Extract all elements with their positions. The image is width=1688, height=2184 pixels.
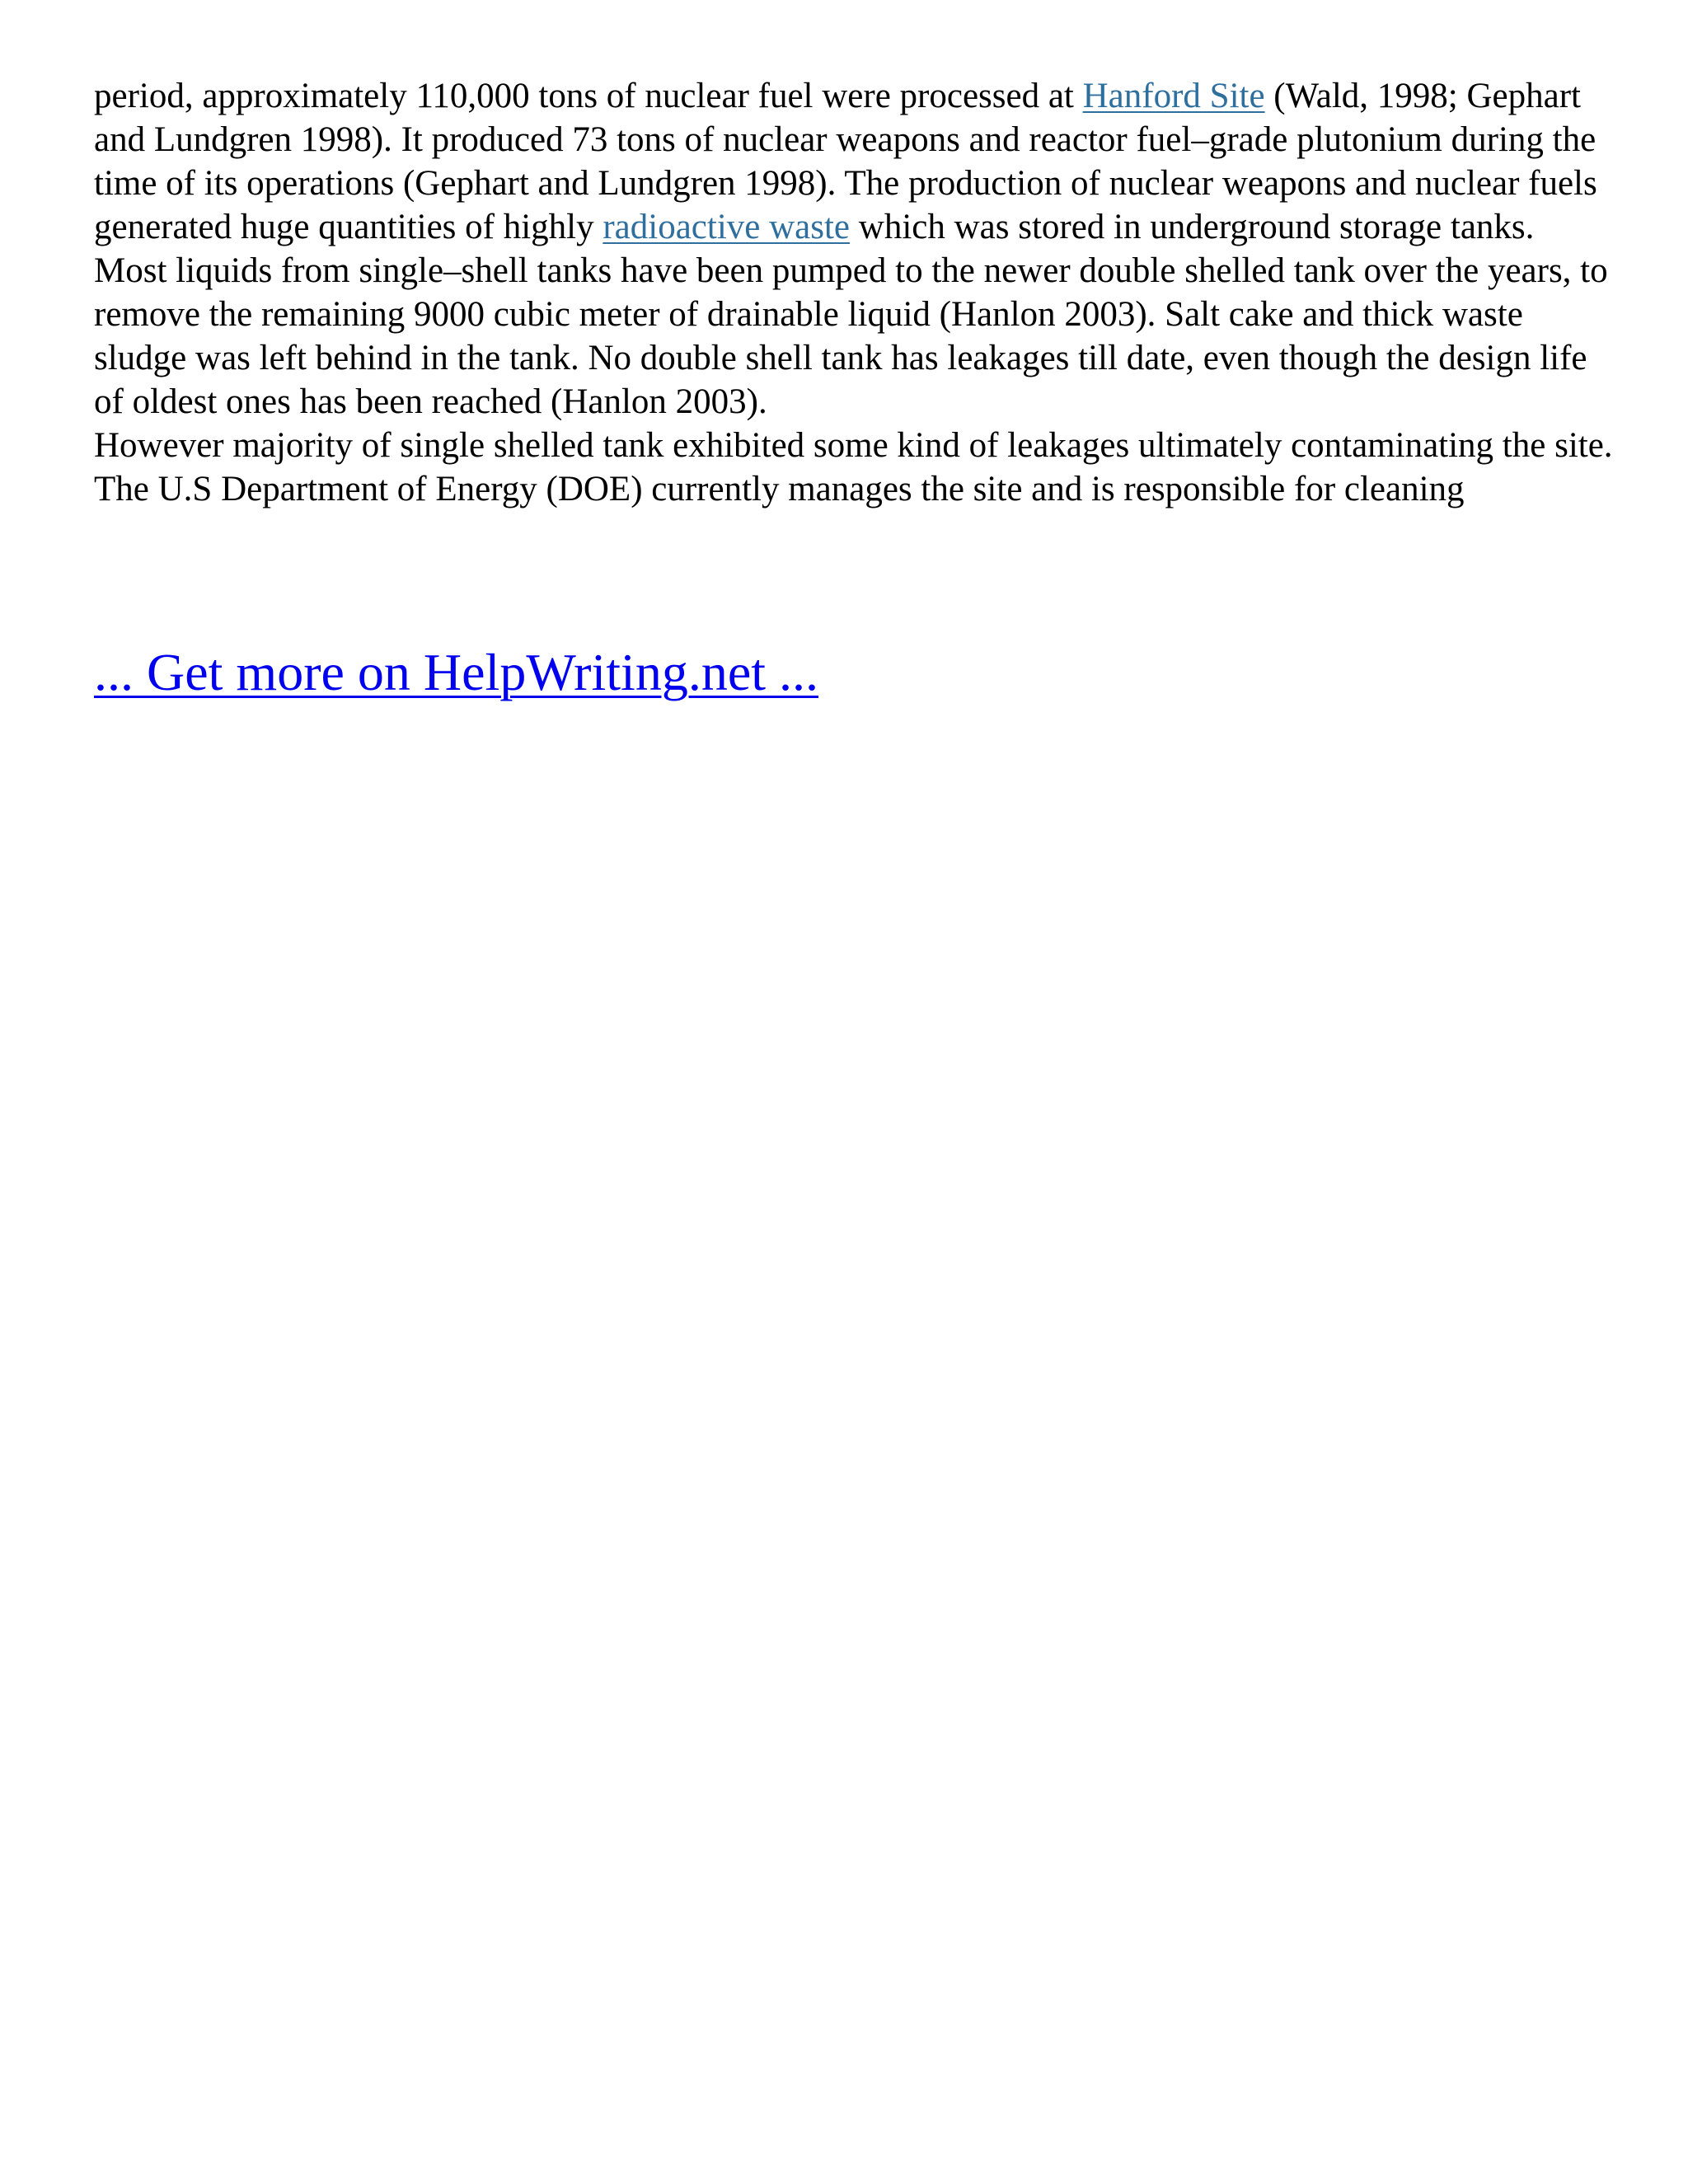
radioactive-waste-link[interactable]: radioactive waste (603, 208, 851, 246)
article-body (94, 74, 1619, 511)
paragraph-2: Most liquids from single–shell tanks have been pumped to the newer double shelled tank over the years, to remove the remaining 9000 cubic meter of drainable liquid (Hanlon 2003). Salt cake and thick waste sludge was left behind in the tank. No double shell tank has leakages till date, even though the design life of oldest ones has been reached (Hanlon 2003). (94, 251, 1608, 421)
paragraph-1-text-a: period, approximately 110,000 tons of nuclear fuel were processed at (94, 77, 1083, 115)
get-more-link[interactable]: ... Get more on HelpWriting.net ... (94, 643, 818, 701)
paragraph-1 (94, 74, 1619, 249)
paragraph-3: However majority of single shelled tank exhibited some kind of leakages ultimately contaminating the site. The U.S Department of Energy (DOE) currently manages the site and is responsible for cleaning (94, 426, 1613, 509)
paragraph-1-text-b: (Wald, 1998; Gephart and Lundgren 1998). It produced 73 tons of nuclear weapons and reactor fuel–grade plutonium during the time of its operations (Gephart and Lundgren 1998). The production of nuclear weapons and nuclear fuels generated huge quantities of highly (94, 77, 1597, 246)
paragraph-1-text-c: which was stored in underground storage tanks. (850, 208, 1535, 246)
hanford-site-link[interactable]: Hanford Site (1082, 77, 1265, 115)
